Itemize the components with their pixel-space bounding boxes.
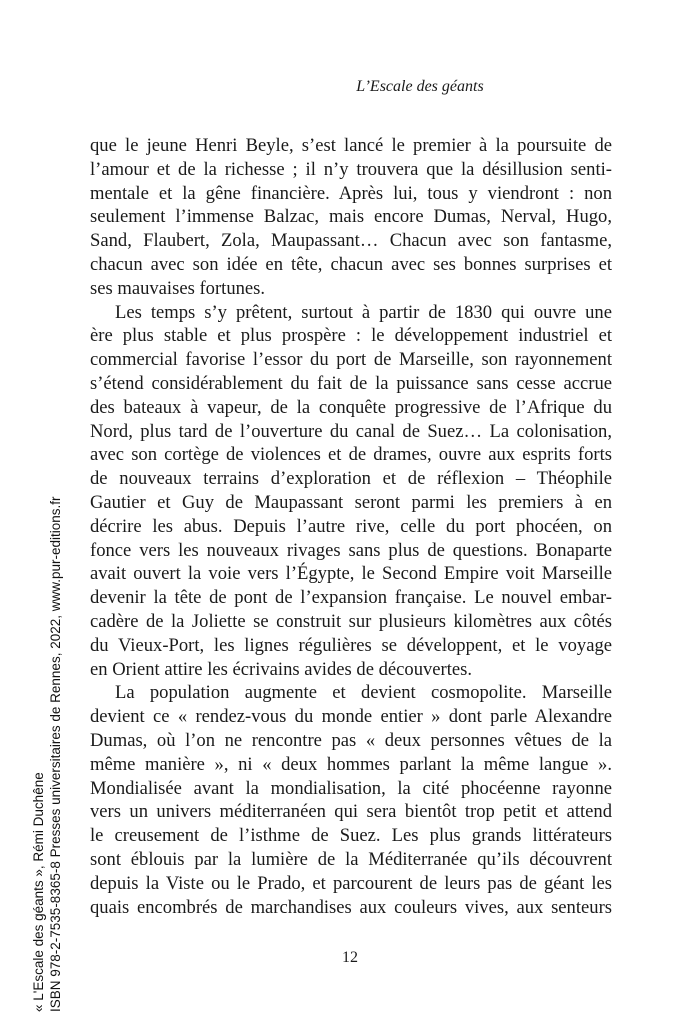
sidebar-isbn-line: ISBN 978-2-7535-8365-8 Presses universitaires de Rennes, 2022, www.pur-editions.fr [48, 496, 63, 1012]
text-line: seulement l’immense Balzac, mais encore Dumas, Nerval, Hugo, [90, 206, 612, 228]
text-line: devient ce « rendez-vous du monde entier » dont parle Alexandre [90, 706, 612, 728]
text-line: cadère de la Joliette se construit sur plusieurs kilomètres aux côtés [90, 610, 612, 632]
body-text [90, 134, 612, 919]
text-line: des bateaux à vapeur, de la conquête progressive de l’Afrique du [90, 396, 612, 418]
text-line: Sand, Flaubert, Zola, Maupassant… Chacun avec son fantasme, [90, 230, 612, 252]
text-line: fonce vers les nouveaux rivages sans plus de questions. Bonaparte [90, 539, 612, 561]
text-line: avait ouvert la voie vers l’Égypte, le Second Empire voit Marseille [90, 563, 612, 585]
page-number: 12 [342, 949, 358, 966]
text-line: La population augmente et devient cosmopolite. Marseille [115, 682, 612, 704]
text-line: ses mauvaises fortunes. [90, 277, 266, 299]
text-line: depuis la Viste ou le Prado, et parcourent de leurs pas de géant les [90, 872, 612, 894]
text-line: le creusement de l’isthme de Suez. Les plus grands littérateurs [90, 825, 612, 847]
copyright-sidebar [30, 496, 64, 1012]
text-line: Gautier et Guy de Maupassant seront parmi les premiers à en [90, 491, 612, 513]
text-line: du Vieux-Port, les lignes régulières se développent, et le voyage [90, 634, 612, 656]
text-line: vers un univers méditerranéen qui sera bientôt trop petit et attend [90, 801, 612, 823]
text-line: décrire les abus. Depuis l’autre rive, celle du port phocéen, on [90, 515, 612, 537]
text-line: chacun avec son idée en tête, chacun avec ses bonnes surprises et [90, 253, 612, 275]
text-line: commercial favorise l’essor du port de Marseille, son rayonnement [90, 349, 612, 371]
text-line: Dumas, où l’on ne rencontre pas « deux personnes vêtues de la [90, 729, 612, 751]
text-line: Les temps s’y prêtent, surtout à partir de 1830 qui ouvre une [115, 301, 612, 323]
text-line: même manière », ni « deux hommes parlant la même langue ». [90, 753, 612, 775]
text-line: mentale et la gêne financière. Après lui, tous y viendront : non [90, 182, 612, 204]
text-line: devenir la tête de pont de l’expansion française. Le nouvel embar- [90, 587, 612, 609]
text-line: de nouveaux terrains d’exploration et de réflexion – Théophile [90, 468, 612, 490]
text-line: quais encombrés de marchandises aux couleurs vives, aux senteurs [90, 896, 612, 918]
text-line: Mondialisée avant la mondialisation, la cité phocéenne rayonne [90, 777, 612, 799]
text-line: en Orient attire les écrivains avides de découvertes. [90, 658, 473, 680]
sidebar-title-line: « L'Escale des géants », Rémi Duchêne [31, 772, 46, 1012]
text-line: s’étend considérablement du fait de la puissance sans cesse accrue [90, 372, 612, 394]
text-line: que le jeune Henri Beyle, s’est lancé le premier à la poursuite de [90, 135, 612, 156]
text-line: avec son cortège de violences et de drames, ouvre aux esprits forts [90, 444, 612, 466]
running-header: L’Escale des géants [356, 78, 484, 95]
text-line: l’amour et de la richesse ; il n’y trouvera que la désillusion senti- [90, 158, 612, 180]
text-line: Nord, plus tard de l’ouverture du canal de Suez… La colonisation, [90, 420, 612, 442]
text-line: ère plus stable et plus prospère : le développement industriel et [90, 325, 612, 347]
text-line: sont éblouis par la lumière de la Méditerranée qu’ils découvrent [90, 848, 612, 870]
